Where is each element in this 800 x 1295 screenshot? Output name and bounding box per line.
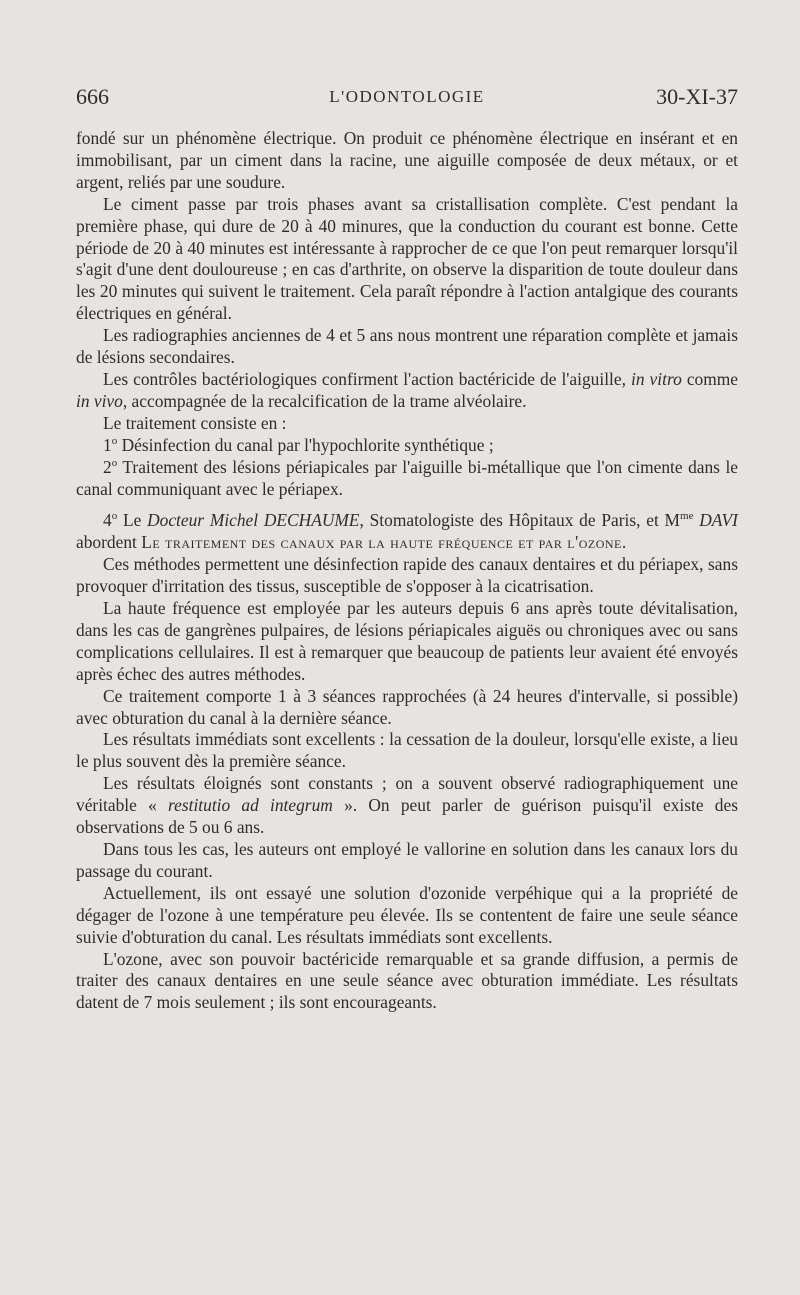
paragraph: Les contrôles bactériologiques confirment l'action bactéricide de l'aiguille, in vitro comme in vivo, accompagnée de la recalcification de la trame alvéolaire. xyxy=(76,368,738,411)
author-name: Docteur Michel DECHAUME xyxy=(147,510,360,531)
paragraph: Les résultats immédiats sont excellents : la cessation de la douleur, lorsqu'elle existe, a lieu le plus souvent dès la première séance. xyxy=(76,729,738,772)
paragraph: Le ciment passe par trois phases avant sa cristallisation complète. C'est pendant la première phase, qui dure de 20 à 40 minures, que la conduction du courant est bonne. Cette période de 20 à 40 minutes est intéressante à rapprocher de ce que l'on peut remarquer lorsqu'il s'agit d'une dent douloureuse ; en cas d'arthrite, on observe la disparition de toute douleur dans les 20 minutes qui suivent le traitement. Cela paraît répondre à l'action antalgique des courants électriques en général. xyxy=(76,193,738,324)
page-number: 666 xyxy=(76,84,109,109)
list-item: 1$^o$ Désinfection du canal par l'hypochlorite synthétique ; xyxy=(103,434,494,455)
section-title: Le traitement des canaux par la haute fréquence et par l'ozone xyxy=(141,532,622,553)
paragraph: Dans tous les cas, les auteurs ont employé le vallorine en solution dans les canaux lors du passage du courant. xyxy=(76,839,738,881)
section-heading-paragraph: 4$^o$ Le Docteur Michel DECHAUME, Stomatologiste des Hôpitaux de Paris, et $M^{me}$ DAVI abordent Le traitement des canaux par la haute fréquence et par l'ozone. xyxy=(76,510,738,553)
paragraph: Les radiographies anciennes de 4 et 5 ans nous montrent une réparation complète et jamais de lésions secondaires. xyxy=(76,325,738,368)
running-header xyxy=(76,84,738,114)
issue-date: 30-XI-37 xyxy=(656,84,738,109)
paragraph: Actuellement, ils ont essayé une solution d'ozonide verpéhique qui a la propriété de dégager de l'ozone à une température peu élevée. Ils se contentent de faire une seule séance suivie d'obturation du canal. Les résultats immédiats sont excellents. xyxy=(76,882,738,947)
journal-title: L'ODONTOLOGIE xyxy=(329,87,485,106)
list-item: 2$^o$ Traitement des lésions périapicales par l'aiguille bi-métallique que l'on cimente dans le canal communiquant avec le périapex. xyxy=(76,456,738,499)
paragraph: La haute fréquence est employée par les auteurs depuis 6 ans après toute dévitalisation, dans les cas de gangrènes pulpaires, de lésions périapicales aiguës ou chroniques avec ou sans complications cellulaires. Il est à remarquer que beaucoup de patients leur avaient été envoyés après échec des autres méthodes. xyxy=(76,598,738,684)
paragraph: Ce traitement comporte 1 à 3 séances rapprochées (à 24 heures d'intervalle, si possible) avec obturation du canal à la dernière séance. xyxy=(76,685,738,728)
paragraph: L'ozone, avec son pouvoir bactéricide remarquable et sa grande diffusion, a permis de traiter des canaux dentaires en une seule séance avec obturation immédiate. Les résultats datent de 7 mois seulement ; ils sont encourageants. xyxy=(76,948,738,1013)
paragraph: Les résultats éloignés sont constants ; on a souvent observé radiographiquement une véritable « restitutio ad integrum ». On peut parler de guérison puisqu'il existe des observations de 5 ou 6 ans. xyxy=(76,773,738,838)
paragraph: fondé sur un phénomène électrique. On produit ce phénomène électrique en insérant et en immobilisant, par un ciment dans la racine, une aiguille composée de deux métaux, or et argent, reliés par une soudure. xyxy=(76,128,738,192)
article-body xyxy=(76,128,738,1014)
paragraph: Le traitement consiste en : xyxy=(103,412,287,433)
author-name: DAVI xyxy=(699,510,738,531)
paragraph: Ces méthodes permettent une désinfection rapide des canaux dentaires et du périapex, sans provoquer d'irritation des tissus, susceptible de s'opposer à la cicatrisation. xyxy=(76,554,738,597)
